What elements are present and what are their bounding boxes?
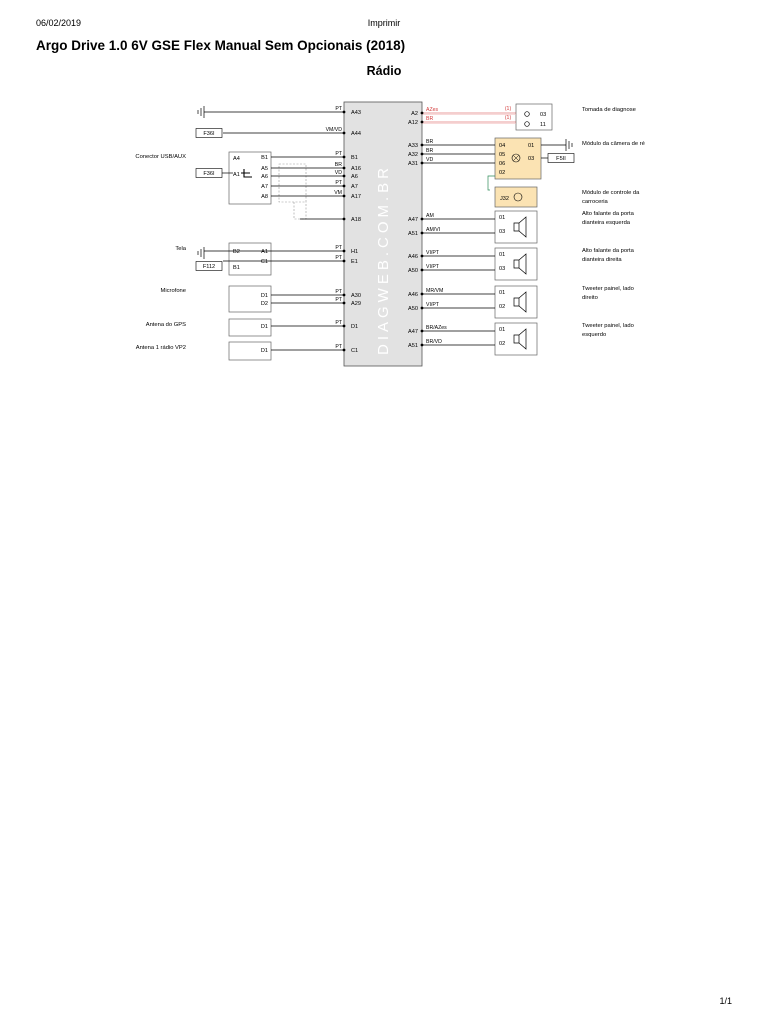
camera-pin: 02 [499,170,506,176]
radio-pin-dot [343,302,346,305]
body-module-label: Módulo de controle da [582,190,640,196]
page-number: 1/1 [719,996,732,1006]
radio-pin-dot [421,121,424,124]
radio-pin-dot [421,344,424,347]
tela-pin: A1 [261,249,268,255]
radio-pin-dot [421,218,424,221]
fuse-label: F112 [202,264,216,270]
usb-aux-label: Conector USB/AUX [135,154,186,160]
radio-left-pin: A6 [351,174,358,180]
radio-pin-dot [343,349,346,352]
radio-right-wire: VI/PT [426,264,439,270]
diagnose-label: Tomada de diagnose [582,107,636,113]
radio-left-wire: VD [334,170,342,176]
camera-label: Módulo da câmera de ré [582,141,645,147]
radio-pin-dot [343,218,346,221]
radio-pin-dot [421,269,424,272]
radio-right-pin: A32 [408,152,418,158]
ground-icon [566,139,572,151]
radio-left-pin: D1 [351,324,359,330]
radio-pin-dot [421,112,424,115]
radio-right-pin: A51 [408,343,418,349]
speaker-fl-pin: 01 [499,215,506,221]
tweeter-r-pin: 02 [499,304,506,310]
radio-left-wire: PT [335,320,342,326]
radio-right-pin: A47 [408,329,418,335]
radio-right-wire: BR [426,139,434,145]
radio-right-wire: VI/PT [426,302,439,308]
speaker-fr-label: Alto falante da porta [582,248,634,254]
radio-left-wire: PT [335,297,342,303]
radio-right-pin: A46 [408,254,418,260]
diagram-title: Rádio [366,64,402,78]
radio-left-wire: VM/VD [325,127,342,133]
tela-label: Tela [175,246,186,252]
radio-left-pin: A29 [351,301,361,307]
radio-pin-dot [421,293,424,296]
radio-right-wire: BR/VD [426,339,442,345]
radio-left-pin: E1 [351,259,358,265]
radio-left-wire: BR [334,162,342,168]
speaker-fr-label: dianteira direita [582,257,622,263]
radio-left-pin: A18 [351,217,361,223]
diagnose-ref: (1) [504,115,512,121]
diagweb-watermark: DIAGWEB.COM.BR [375,163,392,355]
radio-left-wire: PT [335,151,342,157]
speaker-fl-label: Alto falante da porta [582,211,634,217]
radio-pin-dot [421,255,424,258]
speaker-fl-pin: 03 [499,229,506,235]
usb-pin: A6 [261,174,268,180]
radio-pin-dot [421,307,424,310]
radio-right-wire: VD [426,157,434,163]
radio-right-pin: A2 [411,111,418,117]
radio-left-wire: PT [335,106,342,112]
usb-pin: A4 [233,156,240,162]
tweeter-r-pin: 01 [499,290,506,296]
radio-right-pin: A51 [408,231,418,237]
radio-left-wire: PT [335,180,342,186]
radio-pin-dot [343,111,346,114]
radio-pin-dot [421,330,424,333]
tweeter-l-pin: 01 [499,327,506,333]
tweeter-l-label: esquerdo [582,332,607,338]
radio-pin-dot [343,185,346,188]
radio-left-pin: A30 [351,293,361,299]
radio-pin-dot [421,162,424,165]
speaker-fl-label: dianteira esquerda [582,220,631,226]
radio-left-wire: PT [335,344,342,350]
radio-left-pin: A16 [351,166,361,172]
microfone-pin: D2 [260,301,268,307]
microfone-pin: D1 [260,293,268,299]
ground-icon [198,247,204,259]
microfone-label: Microfone [160,288,186,294]
usb-pin: B1 [261,155,268,161]
radio-right-pin: A12 [408,120,418,126]
radio-pin-dot [343,325,346,328]
radio-pin-dot [343,294,346,297]
gps-pin: D1 [260,324,268,330]
radio-left-wire: PT [335,245,342,251]
antenna-label: Antena 1 rádio VP2 [135,345,186,351]
tela-pin: B2 [233,249,240,255]
radio-right-wire: AM [426,213,434,219]
body-module-pin: J32 [500,196,510,202]
radio-right-wire: MR/VM [426,288,444,294]
radio-left-pin: H1 [351,249,359,255]
radio-right-wire: AZes [426,107,439,113]
radio-left-pin: C1 [351,348,359,354]
fuse-label: F36I [203,171,215,177]
radio-pin-dot [343,195,346,198]
gps-label: Antena do GPS [145,322,186,328]
radio-left-wire: VM [334,190,342,196]
microfone-unit [229,286,271,312]
usb-pin: A5 [261,166,268,172]
radio-pin-dot [343,175,346,178]
radio-left-wire: PT [335,289,342,295]
diagnose-pin: 11 [540,122,546,128]
speaker-fr-pin: 03 [499,266,506,272]
fuse-label: F36I [203,131,215,137]
radio-right-pin: A50 [408,306,418,312]
radio-left-pin: A43 [351,110,361,116]
radio-pin-dot [421,144,424,147]
radio-right-wire: AM/VI [426,227,441,233]
radio-left-pin: A7 [351,184,358,190]
usb-pin: A8 [261,194,268,200]
tweeter-l-label: Tweeter painel, lado [582,323,634,329]
radio-pin-dot [343,156,346,159]
ground-icon [198,106,204,118]
tweeter-r-label: Tweeter painel, lado [582,286,634,292]
print-header: Imprimir [367,18,401,28]
print-date: 06/02/2019 [36,18,82,28]
radio-right-pin: A33 [408,143,418,149]
antenna-pin: D1 [260,348,268,354]
radio-right-wire: BR/AZes [426,325,447,331]
tweeter-r-label: direito [582,295,598,301]
radio-right-pin: A47 [408,217,418,223]
camera-pin: 04 [499,143,506,149]
camera-pin: 06 [499,161,506,167]
tweeter-l-pin: 02 [499,341,506,347]
radio-pin-dot [343,132,346,135]
camera-pin: 01 [528,143,535,149]
usb-pin: A1 [233,172,240,178]
radio-right-pin: A50 [408,268,418,274]
radio-pin-dot [421,153,424,156]
radio-right-wire: BR [426,116,434,122]
radio-pin-dot [421,232,424,235]
diagnose-pin: 03 [540,112,547,118]
radio-pin-dot [343,167,346,170]
radio-pin-dot [343,260,346,263]
radio-left-pin: A44 [351,131,361,137]
radio-left-wire: PT [335,255,342,261]
radio-pin-dot [343,250,346,253]
radio-right-wire: BR [426,148,434,154]
radio-left-pin: A17 [351,194,361,200]
radio-right-pin: A31 [408,161,418,167]
radio-right-pin: A46 [408,292,418,298]
body-module-label: carroceria [582,199,608,205]
speaker-fr-pin: 01 [499,252,506,258]
document-title: Argo Drive 1.0 6V GSE Flex Manual Sem Opcionais (2018) [36,38,406,53]
camera-pin: 03 [528,156,535,162]
camera-pin: 05 [499,152,506,158]
diagnose-ref: (1) [504,106,512,112]
usb-pin: A7 [261,184,268,190]
diagnose-connector [516,104,552,130]
tela-pin: B1 [233,265,240,271]
fuse-label: F5II [556,156,566,162]
radio-left-pin: B1 [351,155,358,161]
tela-pin: C1 [260,259,268,265]
radio-right-wire: VI/PT [426,250,439,256]
